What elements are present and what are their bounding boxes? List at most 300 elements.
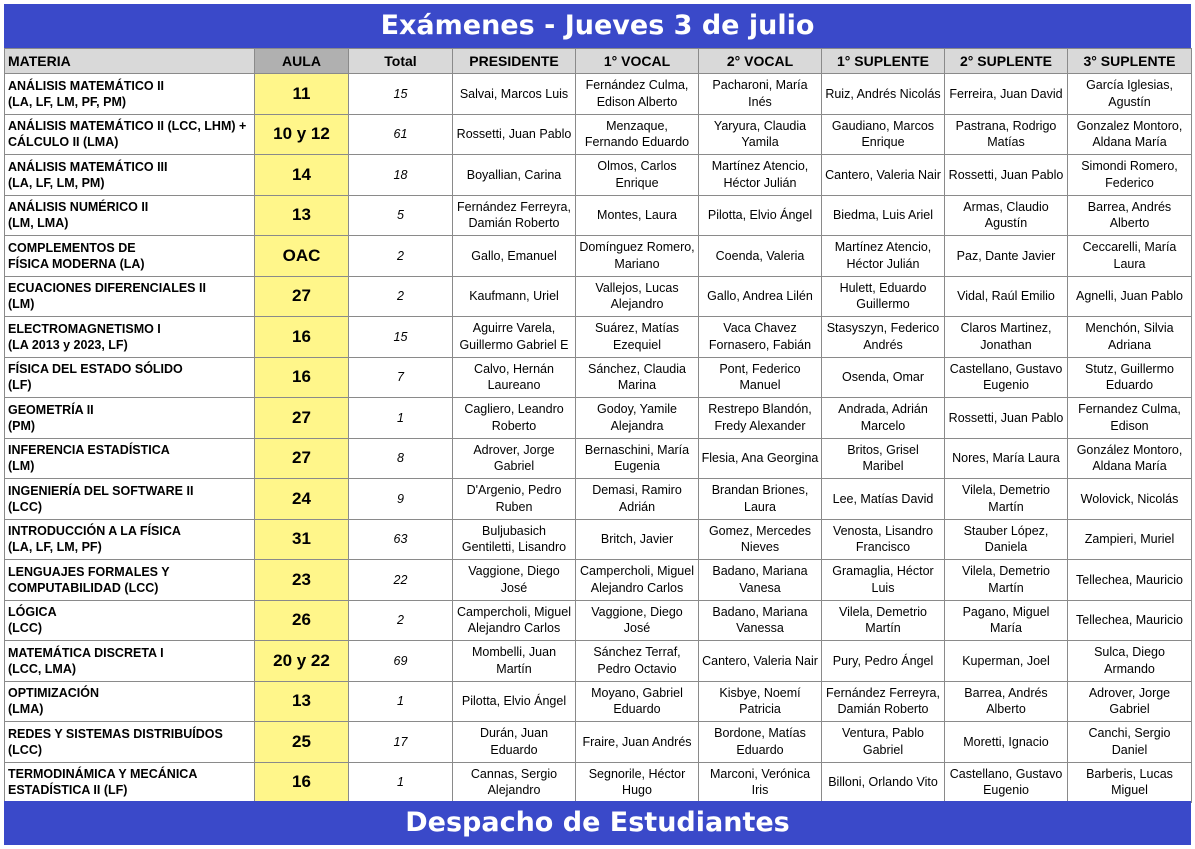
suplente-2-cell-line: Eugenio bbox=[983, 783, 1029, 798]
presidente-cell-line: Alejandro bbox=[487, 783, 541, 798]
suplente-2-cell bbox=[945, 519, 1068, 560]
suplente-3-cell bbox=[1068, 762, 1192, 803]
suplente-2-cell bbox=[945, 276, 1068, 317]
vocal-2-cell-line: Bordone, Matías bbox=[714, 726, 806, 741]
materia-cell bbox=[5, 74, 255, 115]
suplente-2-cell bbox=[945, 317, 1068, 358]
presidente-cell-line: Boyallian, Carina bbox=[466, 167, 562, 182]
suplente-2-cell-line: Agustín bbox=[984, 216, 1028, 231]
suplente-2-cell bbox=[945, 641, 1068, 682]
aula-cell bbox=[255, 74, 349, 115]
suplente-1-cell bbox=[822, 479, 945, 520]
presidente-cell-line: Adrover, Jorge bbox=[473, 442, 555, 457]
suplente-2-cell-line: Alberto bbox=[986, 702, 1026, 717]
vocal-2-cell-line: Gallo, Andrea Lilén bbox=[707, 289, 813, 303]
suplente-1-cell-line: Maribel bbox=[862, 459, 904, 474]
vocal-1-cell bbox=[576, 519, 699, 560]
vocal-1-cell bbox=[576, 479, 699, 520]
vocal-1-cell-line: Moyano, Gabriel bbox=[591, 685, 683, 700]
vocal-1-cell-line: Edison Alberto bbox=[596, 94, 678, 109]
presidente-cell bbox=[453, 600, 576, 641]
suplente-2-cell bbox=[945, 560, 1068, 601]
suplente-3-cell-line: Agnelli, Juan Pablo bbox=[1075, 289, 1184, 303]
materia-cell-line: GEOMETRÍA II bbox=[8, 402, 94, 417]
materia-cell bbox=[5, 641, 255, 682]
vocal-2-cell-line: Coenda, Valeria bbox=[715, 248, 805, 263]
materia-cell-line: TERMODINÁMICA Y MECÁNICA bbox=[8, 767, 198, 782]
aula-cell-line: 16 bbox=[292, 367, 311, 386]
suplente-2-cell-line: Pastrana, Rodrigo bbox=[955, 118, 1057, 133]
vocal-1-cell-line: Sánchez Terraf, bbox=[593, 645, 681, 660]
presidente-cell bbox=[453, 438, 576, 479]
table-row bbox=[5, 317, 1192, 358]
suplente-1-cell bbox=[822, 560, 945, 601]
total-cell-line: 1 bbox=[397, 694, 404, 708]
table-row bbox=[5, 114, 1192, 155]
suplente-3-cell bbox=[1068, 114, 1192, 155]
materia-cell-line: (LM, LMA) bbox=[8, 216, 69, 231]
aula-cell bbox=[255, 722, 349, 763]
materia-cell-line: (LA, LF, LM, PF) bbox=[8, 540, 102, 555]
suplente-1-cell-line: Pury, Pedro Ángel bbox=[832, 653, 934, 668]
aula-cell bbox=[255, 155, 349, 196]
presidente-cell-line: Ruben bbox=[495, 499, 533, 514]
materia-cell-line: ANÁLISIS MATEMÁTICO II bbox=[8, 78, 165, 93]
suplente-2-cell-line: Ferreira, Juan David bbox=[949, 86, 1063, 101]
materia-cell bbox=[5, 560, 255, 601]
vocal-2-cell bbox=[699, 762, 822, 803]
vocal-1-cell-line: José bbox=[623, 621, 651, 636]
suplente-2-cell-line: Claros Martinez, bbox=[960, 321, 1052, 336]
suplente-2-cell-line: Barrea, Andrés bbox=[964, 685, 1048, 700]
presidente-cell-line: Fernández Ferreyra, bbox=[457, 199, 571, 214]
suplente-3-cell-line: Gabriel bbox=[1109, 702, 1150, 717]
vocal-1-cell bbox=[576, 438, 699, 479]
materia-cell bbox=[5, 600, 255, 641]
table-header-row bbox=[5, 49, 1192, 74]
total-cell-line: 22 bbox=[393, 572, 408, 587]
table-row bbox=[5, 155, 1192, 196]
vocal-2-cell-line: Badano, Mariana bbox=[712, 604, 808, 619]
presidente-cell-line: Gallo, Emanuel bbox=[471, 248, 557, 263]
suplente-3-cell bbox=[1068, 641, 1192, 682]
suplente-3-cell-line: Daniel bbox=[1111, 742, 1148, 757]
suplente-3-cell bbox=[1068, 600, 1192, 641]
table-row bbox=[5, 195, 1192, 236]
vocal-1-cell-line: Fernández Culma, bbox=[585, 78, 689, 93]
suplente-1-cell-line: Lee, Matías David bbox=[832, 491, 934, 506]
materia-cell-line: INGENIERÍA DEL SOFTWARE II bbox=[8, 483, 194, 498]
header-suplente-2: 2° SUPLENTE bbox=[945, 49, 1068, 74]
presidente-cell-line: Durán, Juan Eduardo bbox=[479, 726, 549, 757]
vocal-1-cell-line: Alejandro Carlos bbox=[590, 580, 684, 595]
vocal-1-cell-line: Godoy, Yamile bbox=[597, 402, 677, 417]
materia-cell-line: (LM) bbox=[8, 297, 35, 312]
suplente-1-cell bbox=[822, 641, 945, 682]
suplente-3-cell bbox=[1068, 155, 1192, 196]
materia-cell-line: ESTADÍSTICA II (LF) bbox=[8, 783, 128, 798]
materia-cell-line: COMPUTABILIDAD (LCC) bbox=[8, 580, 159, 595]
presidente-cell bbox=[453, 357, 576, 398]
suplente-3-cell-line: Gonzalez Montoro, bbox=[1076, 118, 1183, 133]
materia-cell bbox=[5, 317, 255, 358]
exam-table bbox=[4, 48, 1192, 803]
materia-cell-line: INFERENCIA ESTADÍSTICA bbox=[8, 443, 170, 458]
vocal-1-cell-line: Bernaschini, María bbox=[584, 442, 690, 457]
vocal-2-cell bbox=[699, 560, 822, 601]
aula-cell bbox=[255, 479, 349, 520]
materia-cell-line: (LCC) bbox=[8, 499, 43, 514]
aula-cell-line: 10 y 12 bbox=[273, 124, 330, 143]
aula-cell bbox=[255, 762, 349, 803]
suplente-1-cell-line: Gaudiano, Marcos bbox=[831, 118, 935, 133]
table-row bbox=[5, 762, 1192, 803]
vocal-2-cell-line: Cantero, Valeria Nair bbox=[702, 653, 818, 668]
total-cell bbox=[349, 74, 453, 115]
vocal-2-cell-line: Laura bbox=[744, 499, 776, 514]
materia-cell-line: (LMA) bbox=[8, 702, 44, 717]
suplente-2-cell-line: Daniela bbox=[984, 540, 1028, 555]
vocal-1-cell-line: Montes, Laura bbox=[597, 208, 677, 222]
suplente-2-cell-line: Moretti, Ignacio bbox=[963, 734, 1049, 749]
vocal-2-cell-line: Fredy Alexander bbox=[714, 418, 806, 433]
suplente-2-cell bbox=[945, 438, 1068, 479]
suplente-3-cell-line: Tellechea, Mauricio bbox=[1076, 572, 1183, 587]
total-cell bbox=[349, 560, 453, 601]
aula-cell-line: 13 bbox=[292, 205, 311, 224]
suplente-3-cell-line: Edison bbox=[1110, 418, 1149, 433]
suplente-1-cell bbox=[822, 438, 945, 479]
suplente-2-cell-line: Vilela, Demetrio bbox=[961, 483, 1050, 498]
total-cell-line: 1 bbox=[397, 410, 404, 425]
suplente-3-cell bbox=[1068, 317, 1192, 358]
suplente-2-cell-line: Armas, Claudio bbox=[963, 199, 1049, 214]
suplente-2-cell-line: Martín bbox=[988, 499, 1024, 514]
materia-cell bbox=[5, 519, 255, 560]
vocal-2-cell-line: Eduardo bbox=[736, 742, 784, 757]
aula-cell bbox=[255, 600, 349, 641]
suplente-3-cell bbox=[1068, 479, 1192, 520]
suplente-1-cell bbox=[822, 155, 945, 196]
suplente-3-cell-line: Stutz, Guillermo bbox=[1085, 361, 1174, 376]
suplente-3-cell-line: Fernandez Culma, bbox=[1078, 402, 1181, 417]
suplente-3-cell-line: Eduardo bbox=[1105, 378, 1154, 393]
suplente-1-cell bbox=[822, 317, 945, 358]
header-vocal-2: 2° VOCAL bbox=[699, 49, 822, 74]
suplente-2-cell-line: Rossetti, Juan Pablo bbox=[948, 410, 1064, 425]
vocal-1-cell-line: Mariano bbox=[614, 256, 660, 271]
suplente-2-cell-line: Castellano, Gustavo bbox=[949, 766, 1063, 781]
suplente-1-cell bbox=[822, 276, 945, 317]
aula-cell bbox=[255, 357, 349, 398]
vocal-2-cell-line: Fornasero, Fabián bbox=[708, 337, 812, 352]
suplente-3-cell-line: Alberto bbox=[1109, 216, 1150, 231]
suplente-3-cell-line: Wolovick, Nicolás bbox=[1080, 491, 1179, 506]
vocal-1-cell-line: Enrique bbox=[615, 175, 659, 190]
total-cell-line: 1 bbox=[397, 775, 404, 789]
aula-cell-line: 16 bbox=[292, 772, 311, 791]
suplente-1-cell bbox=[822, 195, 945, 236]
materia-cell bbox=[5, 276, 255, 317]
presidente-cell-line: Calvo, Hernán bbox=[474, 361, 554, 376]
presidente-cell bbox=[453, 641, 576, 682]
vocal-2-cell bbox=[699, 317, 822, 358]
suplente-1-cell-line: Vilela, Demetrio bbox=[838, 604, 927, 619]
vocal-1-cell-line: Vallejos, Lucas bbox=[595, 280, 679, 295]
suplente-1-cell-line: Marcelo bbox=[860, 418, 906, 433]
suplente-3-cell-line: González Montoro, bbox=[1076, 442, 1183, 457]
suplente-1-cell bbox=[822, 681, 945, 722]
materia-cell-line: (LA, LF, LM, PM) bbox=[8, 175, 105, 190]
suplente-3-cell-line: Miguel bbox=[1111, 783, 1148, 798]
presidente-cell-line: Laureano bbox=[487, 378, 541, 393]
aula-cell-line: 27 bbox=[292, 407, 311, 427]
suplente-3-cell-line: Canchi, Sergio bbox=[1088, 726, 1171, 741]
aula-cell bbox=[255, 398, 349, 439]
materia-cell-line: (LF) bbox=[8, 378, 32, 393]
aula-cell bbox=[255, 195, 349, 236]
suplente-1-cell bbox=[822, 236, 945, 277]
header-total: Total bbox=[349, 49, 453, 74]
vocal-1-cell bbox=[576, 641, 699, 682]
vocal-1-cell bbox=[576, 357, 699, 398]
aula-cell-line: 26 bbox=[292, 610, 311, 629]
vocal-1-cell-line: Britch, Javier bbox=[600, 532, 674, 546]
vocal-2-cell-line: Brandan Briones, bbox=[711, 483, 809, 498]
aula-cell-line: 14 bbox=[292, 164, 311, 184]
presidente-cell bbox=[453, 74, 576, 115]
total-cell bbox=[349, 722, 453, 763]
aula-cell-line: OAC bbox=[282, 245, 321, 265]
presidente-cell-line: José bbox=[500, 580, 528, 595]
suplente-3-cell bbox=[1068, 560, 1192, 601]
vocal-1-cell-line: Domínguez Romero, bbox=[579, 240, 695, 255]
total-cell-line: 8 bbox=[397, 451, 404, 465]
vocal-2-cell-line: Vanessa bbox=[736, 621, 784, 636]
suplente-1-cell-line: Guillermo bbox=[856, 297, 910, 312]
vocal-1-cell bbox=[576, 155, 699, 196]
vocal-1-cell-line: Marina bbox=[617, 378, 657, 393]
presidente-cell-line: Roberto bbox=[491, 418, 537, 433]
vocal-1-cell bbox=[576, 722, 699, 763]
materia-cell bbox=[5, 479, 255, 520]
suplente-3-cell bbox=[1068, 74, 1192, 115]
suplente-2-cell-line: Stauber López, bbox=[963, 523, 1049, 538]
suplente-1-cell bbox=[822, 519, 945, 560]
presidente-cell-line: Guillermo Gabriel E bbox=[459, 337, 569, 352]
suplente-1-cell-line: Billoni, Orlando Vito bbox=[828, 775, 938, 789]
materia-cell bbox=[5, 722, 255, 763]
suplente-1-cell-line: Luis bbox=[871, 580, 895, 595]
table-row bbox=[5, 357, 1192, 398]
vocal-1-cell-line: Olmos, Carlos bbox=[597, 159, 677, 174]
aula-cell-line: 23 bbox=[292, 569, 311, 589]
header-presidente: PRESIDENTE bbox=[453, 49, 576, 74]
presidente-cell-line: Alejandro Carlos bbox=[467, 621, 561, 636]
suplente-2-cell-line: Jonathan bbox=[980, 337, 1032, 352]
suplente-3-cell-line: Menchón, Silvia bbox=[1085, 321, 1174, 336]
presidente-cell bbox=[453, 155, 576, 196]
suplente-3-cell-line: Aldana María bbox=[1092, 135, 1167, 150]
table-row bbox=[5, 641, 1192, 682]
vocal-2-cell-line: Iris bbox=[751, 783, 769, 798]
total-cell bbox=[349, 681, 453, 722]
presidente-cell bbox=[453, 276, 576, 317]
materia-cell-line: (LCC) bbox=[8, 742, 43, 757]
suplente-3-cell bbox=[1068, 681, 1192, 722]
vocal-1-cell-line: Segnorile, Héctor bbox=[588, 766, 686, 781]
aula-cell bbox=[255, 114, 349, 155]
materia-cell bbox=[5, 357, 255, 398]
materia-cell bbox=[5, 155, 255, 196]
total-cell bbox=[349, 398, 453, 439]
presidente-cell-line: Vaggione, Diego bbox=[468, 564, 560, 579]
suplente-2-cell bbox=[945, 600, 1068, 641]
total-cell bbox=[349, 276, 453, 317]
presidente-cell-line: Cagliero, Leandro bbox=[464, 402, 564, 417]
table-row bbox=[5, 479, 1192, 520]
vocal-2-cell-line: Marconi, Verónica bbox=[709, 766, 811, 781]
suplente-2-cell-line: Martín bbox=[988, 580, 1024, 595]
suplente-2-cell-line: Vilela, Demetrio bbox=[961, 564, 1050, 579]
aula-cell bbox=[255, 681, 349, 722]
total-cell-line: 2 bbox=[397, 613, 404, 627]
vocal-1-cell bbox=[576, 236, 699, 277]
presidente-cell bbox=[453, 762, 576, 803]
vocal-2-cell bbox=[699, 438, 822, 479]
total-cell bbox=[349, 600, 453, 641]
suplente-1-cell-line: Osenda, Omar bbox=[842, 370, 924, 384]
materia-cell-line: FÍSICA DEL ESTADO SÓLIDO bbox=[8, 362, 183, 377]
presidente-cell-line: Buljubasich bbox=[482, 523, 546, 538]
suplente-2-cell bbox=[945, 762, 1068, 803]
vocal-2-cell-line: Yaryura, Claudia bbox=[713, 118, 807, 133]
suplente-3-cell-line: Barrea, Andrés bbox=[1087, 199, 1172, 214]
vocal-2-cell bbox=[699, 519, 822, 560]
total-cell-line: 18 bbox=[393, 167, 408, 182]
vocal-2-cell-line: Pilotta, Elvio Ángel bbox=[707, 208, 813, 222]
table-row bbox=[5, 519, 1192, 560]
materia-cell-line: (LA, LF, LM, PF, PM) bbox=[8, 94, 127, 109]
aula-cell-line: 27 bbox=[292, 286, 311, 305]
suplente-3-cell bbox=[1068, 357, 1192, 398]
suplente-3-cell-line: Tellechea, Mauricio bbox=[1076, 613, 1183, 627]
suplente-1-cell-line: Martínez Atencio, bbox=[834, 240, 932, 255]
materia-cell-line: MATEMÁTICA DISCRETA I bbox=[8, 645, 164, 660]
table-row bbox=[5, 236, 1192, 277]
suplente-2-cell bbox=[945, 479, 1068, 520]
materia-cell bbox=[5, 762, 255, 803]
total-cell bbox=[349, 114, 453, 155]
table-row bbox=[5, 681, 1192, 722]
presidente-cell bbox=[453, 114, 576, 155]
vocal-2-cell-line: Gomez, Mercedes bbox=[708, 523, 812, 538]
total-cell-line: 15 bbox=[393, 86, 408, 101]
vocal-2-cell bbox=[699, 236, 822, 277]
suplente-2-cell bbox=[945, 236, 1068, 277]
presidente-cell bbox=[453, 681, 576, 722]
vocal-2-cell bbox=[699, 722, 822, 763]
aula-cell bbox=[255, 438, 349, 479]
page-title: Exámenes - Jueves 3 de julio bbox=[4, 4, 1191, 48]
total-cell bbox=[349, 155, 453, 196]
materia-cell-line: FÍSICA MODERNA (LA) bbox=[8, 256, 145, 271]
presidente-cell-line: Aguirre Varela, bbox=[472, 321, 556, 336]
vocal-1-cell-line: Ezequiel bbox=[613, 337, 661, 352]
table-row bbox=[5, 722, 1192, 763]
suplente-2-cell bbox=[945, 722, 1068, 763]
vocal-1-cell bbox=[576, 317, 699, 358]
suplente-1-cell-line: Venosta, Lisandro bbox=[832, 523, 934, 538]
materia-cell-line: COMPLEMENTOS DE bbox=[8, 240, 136, 255]
vocal-1-cell-line: Hugo bbox=[622, 783, 652, 798]
vocal-1-cell-line: Menzaque, bbox=[606, 118, 668, 133]
materia-cell-line: LENGUAJES FORMALES Y bbox=[8, 564, 170, 579]
presidente-cell-line: Damián Roberto bbox=[468, 216, 560, 231]
presidente-cell-line: Gabriel bbox=[493, 459, 535, 474]
vocal-1-cell-line: Fraire, Juan Andrés bbox=[582, 734, 692, 749]
materia-cell-line: (LM) bbox=[8, 459, 35, 474]
vocal-2-cell-line: Badano, Mariana bbox=[712, 564, 808, 579]
suplente-1-cell-line: Gabriel bbox=[862, 742, 904, 757]
vocal-2-cell-line: Yamila bbox=[741, 135, 779, 150]
total-cell-line: 7 bbox=[397, 370, 404, 384]
suplente-1-cell-line: Ruiz, Andrés Nicolás bbox=[825, 86, 941, 101]
header-aula: AULA bbox=[255, 49, 349, 74]
suplente-2-cell-line: Paz, Dante Javier bbox=[956, 248, 1056, 263]
vocal-1-cell bbox=[576, 681, 699, 722]
vocal-1-cell bbox=[576, 560, 699, 601]
suplente-1-cell-line: Gramaglia, Héctor bbox=[832, 564, 934, 579]
presidente-cell-line: Mombelli, Juan bbox=[471, 645, 557, 660]
total-cell-line: 2 bbox=[397, 289, 404, 303]
suplente-2-cell-line: Castellano, Gustavo bbox=[949, 361, 1063, 376]
total-cell bbox=[349, 519, 453, 560]
vocal-1-cell bbox=[576, 195, 699, 236]
suplente-2-cell bbox=[945, 681, 1068, 722]
suplente-3-cell bbox=[1068, 519, 1192, 560]
presidente-cell-line: Salvai, Marcos Luis bbox=[459, 86, 569, 101]
vocal-1-cell-line: Vaggione, Diego bbox=[591, 604, 683, 619]
vocal-2-cell-line: Pacharoni, María bbox=[712, 78, 808, 93]
vocal-1-cell-line: Alejandra bbox=[610, 418, 664, 433]
aula-cell-line: 31 bbox=[292, 529, 311, 548]
vocal-2-cell bbox=[699, 195, 822, 236]
presidente-cell bbox=[453, 519, 576, 560]
suplente-3-cell-line: Aldana María bbox=[1092, 459, 1167, 474]
suplente-1-cell-line: Ventura, Pablo bbox=[841, 726, 924, 741]
presidente-cell-line: Rossetti, Juan Pablo bbox=[456, 127, 572, 141]
aula-cell-line: 16 bbox=[292, 326, 311, 346]
table-row bbox=[5, 398, 1192, 439]
suplente-3-cell-line: Sulca, Diego bbox=[1094, 645, 1165, 660]
total-cell-line: 9 bbox=[397, 491, 404, 506]
total-cell bbox=[349, 357, 453, 398]
suplente-1-cell-line: Francisco bbox=[855, 540, 911, 555]
suplente-1-cell-line: Stasyszyn, Federico bbox=[826, 321, 940, 336]
materia-cell-line: ANÁLISIS MATEMÁTICO II (LCC, LHM) + bbox=[8, 119, 247, 134]
vocal-2-cell bbox=[699, 641, 822, 682]
suplente-3-cell bbox=[1068, 276, 1192, 317]
suplente-2-cell bbox=[945, 74, 1068, 115]
vocal-2-cell-line: Héctor Julián bbox=[723, 175, 797, 190]
materia-cell-line: ANÁLISIS MATEMÁTICO III bbox=[8, 159, 168, 174]
suplente-3-cell bbox=[1068, 438, 1192, 479]
suplente-3-cell-line: Zampieri, Muriel bbox=[1084, 532, 1175, 546]
materia-cell bbox=[5, 114, 255, 155]
materia-cell-line: (LCC) bbox=[8, 621, 43, 636]
vocal-1-cell-line: Campercholi, Miguel bbox=[580, 564, 694, 579]
